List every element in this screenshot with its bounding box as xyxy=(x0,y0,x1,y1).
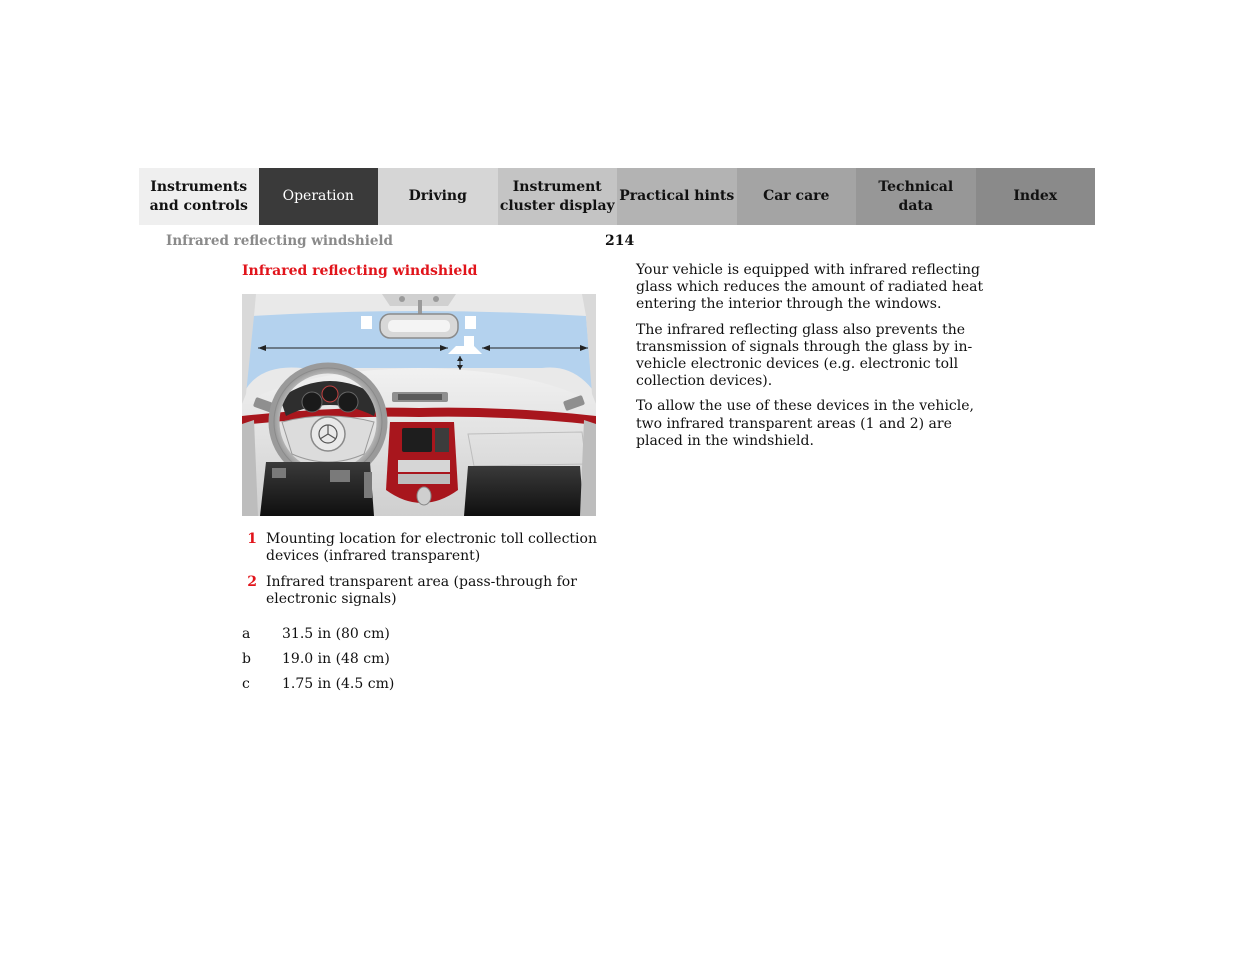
tab-instrument-cluster-display[interactable]: Instrument cluster display xyxy=(498,168,618,225)
paragraph: Your vehicle is equipped with infrared reflecting glass which reduces the amount of radiated heat entering the interior through the windows. xyxy=(636,262,984,313)
tab-driving[interactable]: Driving xyxy=(378,168,498,225)
dimension-letter: b xyxy=(242,651,251,667)
legend-item xyxy=(242,574,602,608)
tab-operation[interactable]: Operation xyxy=(259,168,379,225)
gear-selector xyxy=(417,487,431,505)
dimension-letter: a xyxy=(242,626,251,642)
tab-technical-data[interactable]: Technical data xyxy=(856,168,976,225)
page-number: 214 xyxy=(605,233,635,249)
legend-number: 1 xyxy=(247,531,257,547)
dashboard-illustration xyxy=(242,294,596,516)
dimension-value: 19.0 in (48 cm) xyxy=(282,651,390,667)
chapter-tabs xyxy=(139,168,1095,225)
dimension-value: 1.75 in (4.5 cm) xyxy=(282,676,395,692)
legend-number: 2 xyxy=(247,574,257,590)
legend-text: Infrared transparent area (pass-through for electronic signals) xyxy=(266,574,577,607)
legend-text: Mounting location for electronic toll collection devices (infrared transparent) xyxy=(266,531,597,564)
paragraph: The infrared reflecting glass also prevents the transmission of signals through the glass by in-vehicle electronic devices (e.g. electronic toll collection devices). xyxy=(636,321,973,390)
running-header: Infrared reflecting windshield xyxy=(166,233,393,249)
figure-legend xyxy=(242,531,602,617)
paragraph: To allow the use of these devices in the vehicle, two infrared transparent areas (1 and 2) are placed in the windshield. xyxy=(636,398,974,449)
dimension-row xyxy=(242,676,542,693)
body-text xyxy=(636,262,996,458)
dimension-row xyxy=(242,651,542,668)
display-screen xyxy=(402,428,432,452)
tab-instruments-and-controls[interactable]: Instruments and controls xyxy=(139,168,259,225)
dimension-value: 31.5 in (80 cm) xyxy=(282,626,390,642)
tab-car-care[interactable]: Car care xyxy=(737,168,857,225)
tab-practical-hints[interactable]: Practical hints xyxy=(617,168,737,225)
section-title: Infrared reflecting windshield xyxy=(242,263,478,279)
tab-index[interactable]: Index xyxy=(976,168,1096,225)
dimension-row xyxy=(242,626,542,643)
dimension-letter: c xyxy=(242,676,250,692)
legend-item xyxy=(242,531,602,565)
dimension-list xyxy=(242,626,542,701)
